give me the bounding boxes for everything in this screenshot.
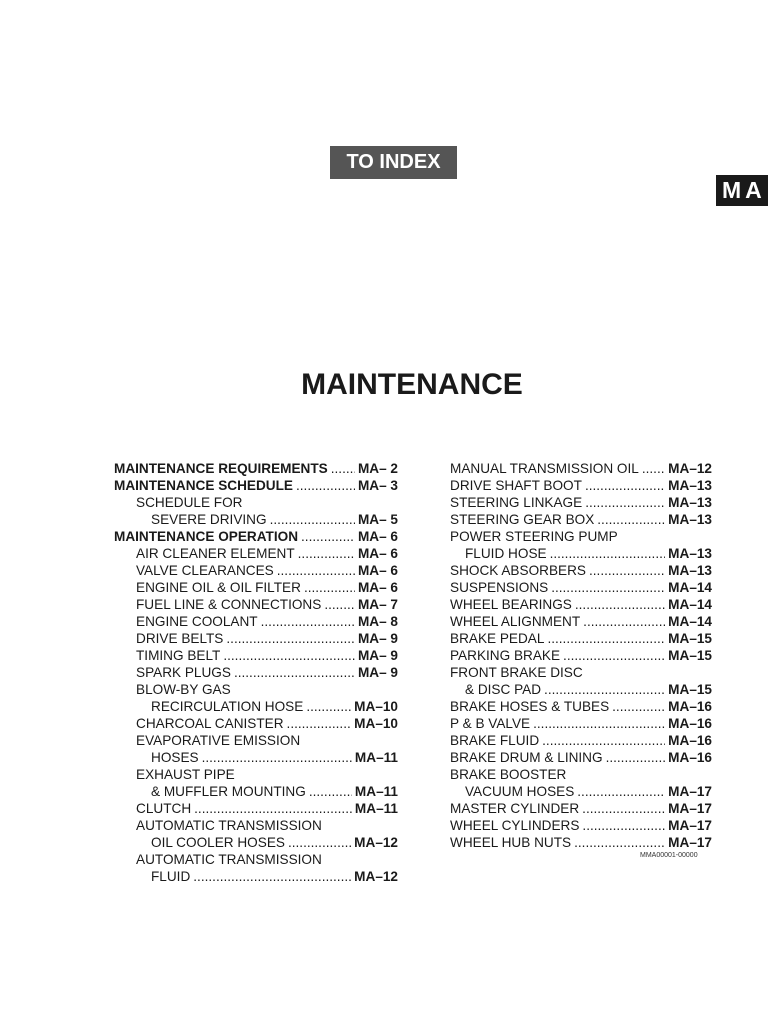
toc-entry[interactable]: [450, 647, 712, 664]
toc-entry-label: ENGINE COOLANT: [136, 614, 258, 629]
toc-leader-dots: [544, 681, 665, 698]
toc-leader-dots: [642, 460, 665, 477]
toc-entry[interactable]: [450, 698, 712, 715]
toc-entry-page: MA–11: [354, 750, 398, 765]
toc-entry-page: MA– 9: [357, 665, 398, 680]
toc-entry-label: TIMING BELT: [136, 648, 221, 663]
toc-entry-page: MA– 3: [357, 478, 398, 493]
toc-entry-label: MASTER CYLINDER: [450, 801, 580, 816]
toc-entry[interactable]: [450, 834, 712, 851]
toc-entry-label: STEERING LINKAGE: [450, 495, 583, 510]
toc-leader-dots: [301, 528, 355, 545]
toc-entry[interactable]: [114, 783, 398, 800]
toc-entry[interactable]: [450, 460, 712, 477]
toc-leader-dots: [582, 817, 665, 834]
toc-entry[interactable]: [114, 613, 398, 630]
toc-leader-dots: [304, 579, 355, 596]
toc-entry: [114, 817, 398, 834]
toc-entry[interactable]: [114, 664, 398, 681]
toc-leader-dots: [589, 562, 665, 579]
toc-entry-label: FLUID HOSE: [465, 546, 547, 561]
toc-entry-page: MA–12: [668, 461, 712, 476]
toc-entry[interactable]: [450, 613, 712, 630]
toc-leader-dots: [563, 647, 665, 664]
toc-entry-page: MA–15: [668, 631, 712, 646]
toc-entry[interactable]: [114, 511, 398, 528]
toc-entry-label: WHEEL ALIGNMENT: [450, 614, 581, 629]
toc-entry-label: CHARCOAL CANISTER: [136, 716, 284, 731]
toc-entry[interactable]: [114, 834, 398, 851]
toc-entry-page: MA–10: [354, 699, 398, 714]
toc-entry[interactable]: [450, 681, 712, 698]
toc-entry[interactable]: [114, 800, 398, 817]
toc-entry-label: AIR CLEANER ELEMENT: [136, 546, 295, 561]
toc-entry-label: AUTOMATIC TRANSMISSION: [136, 818, 322, 833]
toc-entry-label: EVAPORATIVE EMISSION: [136, 733, 301, 748]
toc-entry-label: RECIRCULATION HOSE: [151, 699, 304, 714]
toc-entry-page: MA–15: [668, 648, 712, 663]
toc-entry-page: MA– 9: [357, 631, 398, 646]
toc-entry-page: MA–17: [668, 818, 712, 833]
toc-entry-page: MA– 6: [357, 580, 398, 595]
toc-entry: [114, 766, 398, 783]
toc-entry-label: PARKING BRAKE: [450, 648, 561, 663]
toc-entry-label: ENGINE OIL & OIL FILTER: [136, 580, 301, 595]
toc-entry-label: SUSPENSIONS: [450, 580, 549, 595]
toc-entry[interactable]: [114, 545, 398, 562]
toc-leader-dots: [226, 630, 355, 647]
toc-leader-dots: [234, 664, 355, 681]
toc-entry: [114, 732, 398, 749]
toc-entry: [450, 766, 712, 783]
toc-leader-dots: [261, 613, 355, 630]
toc-entry-page: MA–12: [354, 869, 398, 884]
toc-entry-page: MA– 9: [357, 648, 398, 663]
toc-entry-label: BRAKE HOSES & TUBES: [450, 699, 610, 714]
toc-leader-dots: [202, 749, 352, 766]
toc-entry-page: MA–14: [668, 614, 712, 629]
toc-leader-dots: [582, 800, 665, 817]
toc-entry-label: OIL COOLER HOSES: [151, 835, 285, 850]
toc-leader-dots: [550, 545, 666, 562]
toc-entry-label: SEVERE DRIVING: [151, 512, 267, 527]
toc-entry[interactable]: [450, 596, 712, 613]
toc-entry-label: BRAKE PEDAL: [450, 631, 545, 646]
toc-entry-label: DRIVE BELTS: [136, 631, 224, 646]
toc-entry-page: MA–11: [354, 801, 398, 816]
toc-entry[interactable]: [114, 630, 398, 647]
toc-entry[interactable]: [114, 579, 398, 596]
toc-entry-label: SHOCK ABSORBERS: [450, 563, 586, 578]
toc-leader-dots: [606, 749, 666, 766]
toc-leader-dots: [585, 494, 665, 511]
toc-entry-page: MA–12: [354, 835, 398, 850]
toc-leader-dots: [577, 783, 665, 800]
toc-entry[interactable]: [114, 868, 398, 885]
toc-entry-label: VACUUM HOSES: [465, 784, 575, 799]
toc-entry-label: WHEEL HUB NUTS: [450, 835, 572, 850]
toc-entry-label: MANUAL TRANSMISSION OIL: [450, 461, 639, 476]
toc-entry-label: WHEEL CYLINDERS: [450, 818, 580, 833]
toc-entry-page: MA–17: [668, 801, 712, 816]
toc-leader-dots: [597, 511, 665, 528]
toc-entry-page: MA–15: [668, 682, 712, 697]
toc-entry[interactable]: [450, 817, 712, 834]
toc-leader-dots: [612, 698, 665, 715]
toc-entry-label: DRIVE SHAFT BOOT: [450, 478, 582, 493]
toc-entry-label: & MUFFLER MOUNTING: [151, 784, 306, 799]
toc-entry-label: MAINTENANCE REQUIREMENTS: [114, 461, 328, 476]
toc-entry-label: EXHAUST PIPE: [136, 767, 235, 782]
toc-entry-page: MA–13: [668, 495, 712, 510]
toc-entry-page: MA–13: [668, 546, 712, 561]
toc-leader-dots: [331, 460, 355, 477]
toc-entry-label: STEERING GEAR BOX: [450, 512, 595, 527]
toc-entry-label: BLOW-BY GAS: [136, 682, 231, 697]
toc-entry-page: MA–13: [668, 478, 712, 493]
toc-entry-page: MA–17: [668, 784, 712, 799]
toc-entry-page: MA– 6: [357, 546, 398, 561]
toc-leader-dots: [193, 868, 351, 885]
toc-entry: [114, 851, 398, 868]
toc-entry-label: MAINTENANCE SCHEDULE: [114, 478, 293, 493]
section-tab-ma: MA: [716, 175, 768, 206]
toc-entry[interactable]: [114, 528, 398, 545]
toc-entry[interactable]: [450, 477, 712, 494]
toc-entry-label: MAINTENANCE OPERATION: [114, 529, 299, 544]
toc-entry-page: MA–11: [354, 784, 398, 799]
toc-entry-page: MA–13: [668, 563, 712, 578]
toc-entry[interactable]: [114, 477, 398, 494]
toc-entry-page: MA–16: [668, 699, 712, 714]
to-index-button[interactable]: TO INDEX: [330, 146, 457, 179]
toc-entry[interactable]: [450, 545, 712, 562]
toc-entry-label: BRAKE DRUM & LINING: [450, 750, 603, 765]
toc-entry-page: MA– 8: [357, 614, 398, 629]
toc-entry[interactable]: [114, 647, 398, 664]
toc-entry-page: MA– 6: [357, 529, 398, 544]
document-code: MMA00001-00000: [640, 852, 698, 859]
toc-entry[interactable]: [450, 783, 712, 800]
toc-entry[interactable]: [114, 749, 398, 766]
toc-entry: [450, 528, 712, 545]
toc-leader-dots: [533, 715, 665, 732]
toc-entry[interactable]: [450, 562, 712, 579]
toc-right-column: [450, 460, 712, 851]
toc-entry-page: MA– 6: [357, 563, 398, 578]
toc-entry[interactable]: [450, 630, 712, 647]
toc-entry[interactable]: [450, 800, 712, 817]
toc-entry-page: MA–14: [668, 597, 712, 612]
toc-entry[interactable]: [450, 732, 712, 749]
toc-leader-dots: [270, 511, 355, 528]
toc-entry-page: MA–10: [354, 716, 398, 731]
toc-entry-page: MA–16: [668, 716, 712, 731]
toc-leader-dots: [585, 477, 665, 494]
toc-entry: [114, 681, 398, 698]
toc-entry[interactable]: [450, 749, 712, 766]
toc-entry-label: POWER STEERING PUMP: [450, 529, 618, 544]
toc-entry-label: BRAKE FLUID: [450, 733, 540, 748]
toc-entry: [450, 664, 712, 681]
toc-entry[interactable]: [114, 460, 398, 477]
toc-entry[interactable]: [114, 715, 398, 732]
toc-entry-label: WHEEL BEARINGS: [450, 597, 572, 612]
toc-entry[interactable]: [114, 562, 398, 579]
toc-entry-label: SPARK PLUGS: [136, 665, 231, 680]
toc-entry-page: MA–16: [668, 733, 712, 748]
toc-entry-label: & DISC PAD: [465, 682, 542, 697]
toc-entry-label: FRONT BRAKE DISC: [450, 665, 583, 680]
toc-entry-page: MA– 5: [357, 512, 398, 527]
toc-entry: [114, 494, 398, 511]
toc-leader-dots: [298, 545, 355, 562]
toc-entry-label: SCHEDULE FOR: [136, 495, 243, 510]
toc-entry[interactable]: [450, 715, 712, 732]
toc-left-column: [114, 460, 398, 885]
toc-leader-dots: [296, 477, 355, 494]
toc-entry-label: CLUTCH: [136, 801, 192, 816]
toc-leader-dots: [575, 596, 665, 613]
toc-entry-page: MA–17: [668, 835, 712, 850]
toc-leader-dots: [542, 732, 665, 749]
toc-entry-page: MA– 2: [357, 461, 398, 476]
toc-leader-dots: [551, 579, 665, 596]
toc-entry[interactable]: [450, 579, 712, 596]
toc-entry-label: P & B VALVE: [450, 716, 531, 731]
toc-entry-label: FLUID: [151, 869, 191, 884]
toc-entry-page: MA–16: [668, 750, 712, 765]
toc-entry-page: MA– 7: [357, 597, 398, 612]
toc-entry-label: AUTOMATIC TRANSMISSION: [136, 852, 322, 867]
toc-leader-dots: [194, 800, 352, 817]
toc-leader-dots: [583, 613, 665, 630]
toc-leader-dots: [277, 562, 355, 579]
toc-entry-page: MA–13: [668, 512, 712, 527]
toc-leader-dots: [288, 834, 351, 851]
toc-leader-dots: [223, 647, 355, 664]
toc-leader-dots: [574, 834, 665, 851]
toc-entry-page: MA–14: [668, 580, 712, 595]
toc-entry-label: HOSES: [151, 750, 199, 765]
toc-entry[interactable]: [450, 494, 712, 511]
toc-leader-dots: [309, 783, 352, 800]
toc-entry-label: FUEL LINE & CONNECTIONS: [136, 597, 322, 612]
page-title: MAINTENANCE: [301, 368, 523, 401]
toc-leader-dots: [547, 630, 665, 647]
toc-leader-dots: [324, 596, 355, 613]
toc-entry[interactable]: [114, 698, 398, 715]
toc-leader-dots: [287, 715, 352, 732]
toc-entry-label: BRAKE BOOSTER: [450, 767, 567, 782]
toc-entry[interactable]: [114, 596, 398, 613]
toc-entry-label: VALVE CLEARANCES: [136, 563, 274, 578]
toc-entry[interactable]: [450, 511, 712, 528]
toc-leader-dots: [306, 698, 351, 715]
